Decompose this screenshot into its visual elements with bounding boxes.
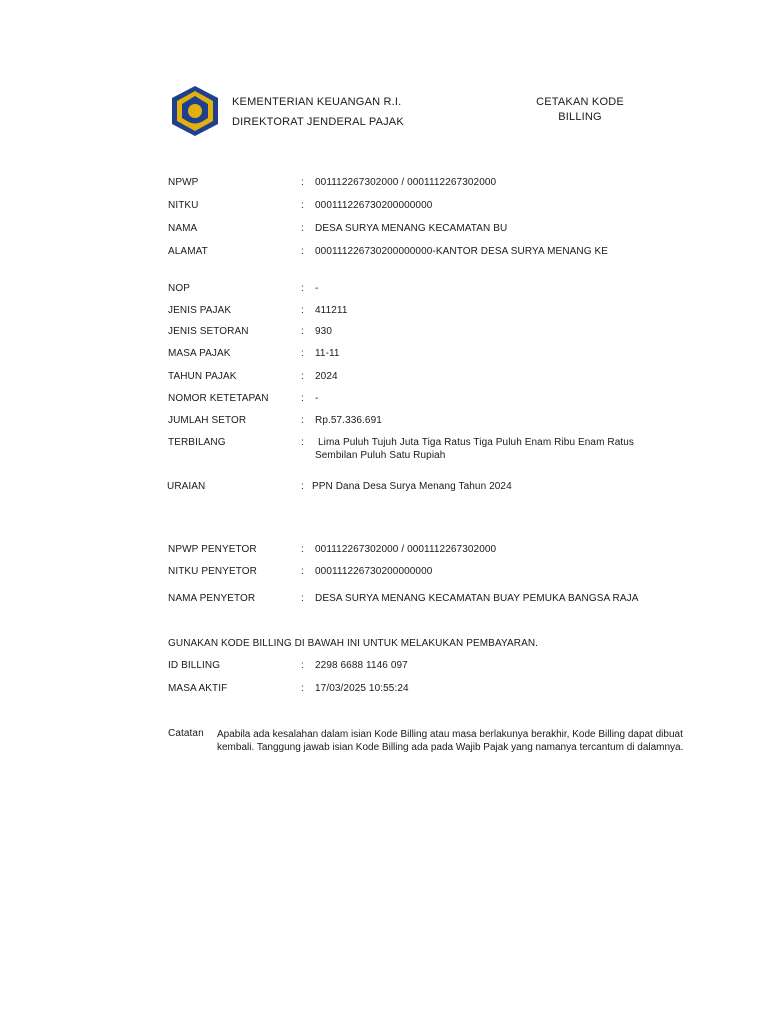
note-text: Apabila ada kesalahan dalam isian Kode Billing atau masa berlakunya berakhir, Kode Billing dapat dibuat kembali. Tanggung jawab isian Kode Billing ada pada Wajib Pajak yang namanya tercantum di dalamnya.: [217, 729, 684, 753]
masa-pajak-value: 11-11: [315, 348, 340, 359]
colon: :: [301, 246, 304, 257]
colon: :: [301, 283, 304, 294]
org-line-1: KEMENTERIAN KEUANGAN R.I.: [232, 96, 402, 108]
nama-penyetor-label: NAMA PENYETOR: [168, 593, 256, 604]
terbilang-label: TERBILANG: [168, 437, 226, 448]
ministry-logo: [168, 84, 222, 138]
nitku-value: 000111226730200000000: [315, 200, 433, 211]
org-line-2: DIREKTORAT JENDERAL PAJAK: [232, 116, 404, 128]
colon: :: [301, 223, 304, 234]
colon: :: [301, 200, 304, 211]
npwp-value: 001112267302000 / 0001112267302000: [315, 177, 497, 188]
tahun-pajak-label: TAHUN PAJAK: [168, 371, 237, 382]
jumlah-setor-value: Rp.57.336.691: [315, 415, 382, 426]
doc-title-line-1: CETAKAN KODE: [536, 96, 624, 108]
uraian-value: PPN Dana Desa Surya Menang Tahun 2024: [312, 481, 512, 492]
colon: :: [301, 593, 304, 604]
colon: :: [301, 660, 304, 671]
colon: :: [301, 566, 304, 577]
jumlah-setor-label: JUMLAH SETOR: [168, 415, 247, 426]
nitku-penyetor-label: NITKU PENYETOR: [168, 566, 258, 577]
colon: :: [301, 371, 304, 382]
jenis-setoran-value: 930: [315, 326, 332, 337]
colon: :: [301, 326, 304, 337]
uraian-label: URAIAN: [167, 481, 206, 492]
masa-aktif-label: MASA AKTIF: [168, 683, 228, 694]
nop-value: -: [315, 283, 319, 294]
colon: :: [301, 683, 304, 694]
jenis-pajak-label: JENIS PAJAK: [168, 305, 232, 316]
nitku-penyetor-value: 000111226730200000000: [315, 566, 433, 577]
colon: :: [301, 415, 304, 426]
colon: :: [301, 393, 304, 404]
nop-label: NOP: [168, 283, 190, 294]
colon: :: [301, 437, 304, 448]
masa-pajak-label: MASA PAJAK: [168, 348, 231, 359]
nomor-ketetapan-label: NOMOR KETETAPAN: [168, 393, 269, 404]
terbilang-line-1: Lima Puluh Tujuh Juta Tiga Ratus Tiga Puluh Enam Ribu Enam Ratus: [318, 437, 635, 448]
nama-label: NAMA: [168, 223, 198, 234]
note-label: Catatan: [168, 728, 204, 739]
nama-penyetor-value: DESA SURYA MENANG KECAMATAN BUAY PEMUKA BANGSA RAJA: [315, 593, 639, 604]
colon: :: [301, 481, 304, 492]
nitku-label: NITKU: [168, 200, 199, 211]
npwp-penyetor-value: 001112267302000 / 0001112267302000: [315, 544, 497, 555]
colon: :: [301, 544, 304, 555]
tahun-pajak-value: 2024: [315, 371, 338, 382]
doc-title-line-2: BILLING: [558, 111, 602, 123]
terbilang-line-2: Sembilan Puluh Satu Rupiah: [315, 450, 446, 461]
alamat-value: 000111226730200000000-KANTOR DESA SURYA MENANG KE: [315, 246, 609, 257]
masa-aktif-value: 17/03/2025 10:55:24: [315, 683, 409, 694]
billing-instruction: GUNAKAN KODE BILLING DI BAWAH INI UNTUK MELAKUKAN PEMBAYARAN.: [168, 638, 539, 649]
nomor-ketetapan-value: -: [315, 393, 319, 404]
npwp-label: NPWP: [168, 177, 199, 188]
colon: :: [301, 305, 304, 316]
id-billing-value: 2298 6688 1146 097: [315, 660, 408, 671]
jenis-pajak-value: 411211: [315, 305, 348, 316]
nama-value: DESA SURYA MENANG KECAMATAN BU: [315, 223, 508, 234]
npwp-penyetor-label: NPWP PENYETOR: [168, 544, 257, 555]
id-billing-label: ID BILLING: [168, 660, 221, 671]
alamat-label: ALAMAT: [168, 246, 208, 257]
colon: :: [301, 177, 304, 188]
colon: :: [301, 348, 304, 359]
jenis-setoran-label: JENIS SETORAN: [168, 326, 249, 337]
